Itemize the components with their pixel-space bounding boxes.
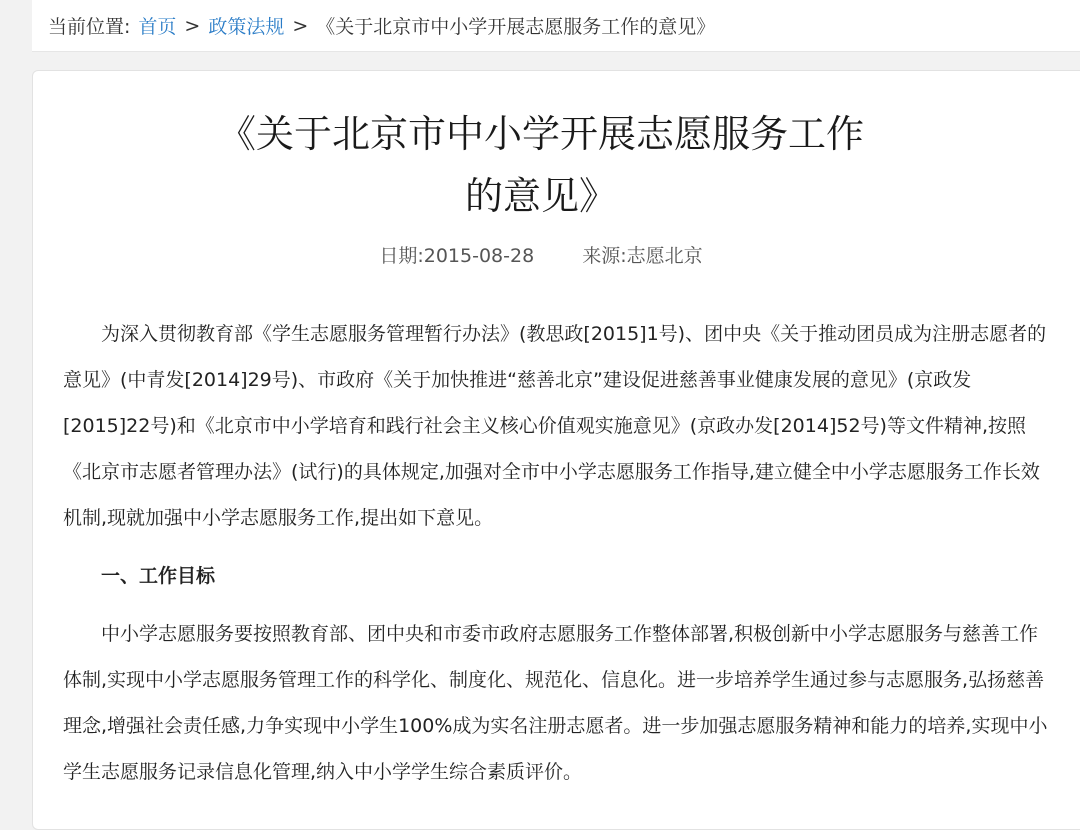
breadcrumb-home-link[interactable]: 首页 bbox=[138, 16, 177, 38]
article-title bbox=[33, 103, 1049, 227]
breadcrumb-current: 《关于北京市中小学开展志愿服务工作的意见》 bbox=[316, 16, 716, 38]
article-source: 志愿北京 bbox=[626, 245, 703, 267]
source-label: 来源: bbox=[582, 245, 627, 267]
article-card bbox=[32, 70, 1080, 830]
breadcrumb-prefix: 当前位置: bbox=[48, 16, 131, 38]
breadcrumb-category-link[interactable]: 政策法规 bbox=[208, 16, 285, 38]
date-label: 日期: bbox=[379, 245, 424, 267]
breadcrumb-separator: > bbox=[292, 14, 309, 37]
article-title-line1: 《关于北京市中小学开展志愿服务工作 bbox=[217, 112, 864, 156]
article-meta bbox=[33, 241, 1049, 268]
article-date: 2015-08-28 bbox=[423, 245, 535, 267]
article-paragraph: 中小学志愿服务要按照教育部、团中央和市委市政府志愿服务工作整体部署,积极创新中小学志愿服务与慈善工作体制,实现中小学志愿服务管理工作的科学化、制度化、规范化、信息化。进一步培养学生通过参与志愿服务,弘扬慈善理念,增强社会责任感,力争实现中小学生100%成为实名注册志愿者。进一步加强志愿服务精神和能力的培养,实现中小学生志愿服务记录信息化管理,纳入中小学学生综合素质评价。 bbox=[63, 623, 1048, 783]
article-paragraph: 为深入贯彻教育部《学生志愿服务管理暂行办法》(教思政[2015]1号)、团中央《关于推动团员成为注册志愿者的意见》(中青发[2014]29号)、市政府《关于加快推进“慈善北京”建设促进慈善事业健康发展的意见》(京政发[2015]22号)和《北京市中小学培育和践行社会主义核心价值观实施意见》(京政办发[2014]52号)等文件精神,按照《北京市志愿者管理办法》(试行)的具体规定,加强对全市中小学志愿服务工作指导,建立健全中小学志愿服务工作长效机制,现就加强中小学志愿服务工作,提出如下意见。 bbox=[63, 323, 1047, 529]
article-body bbox=[63, 311, 1053, 795]
breadcrumb bbox=[32, 0, 1080, 52]
section-heading: 一、工作目标 bbox=[101, 565, 216, 587]
article-title-line2: 的意见》 bbox=[464, 174, 617, 218]
breadcrumb-separator: > bbox=[184, 14, 201, 37]
